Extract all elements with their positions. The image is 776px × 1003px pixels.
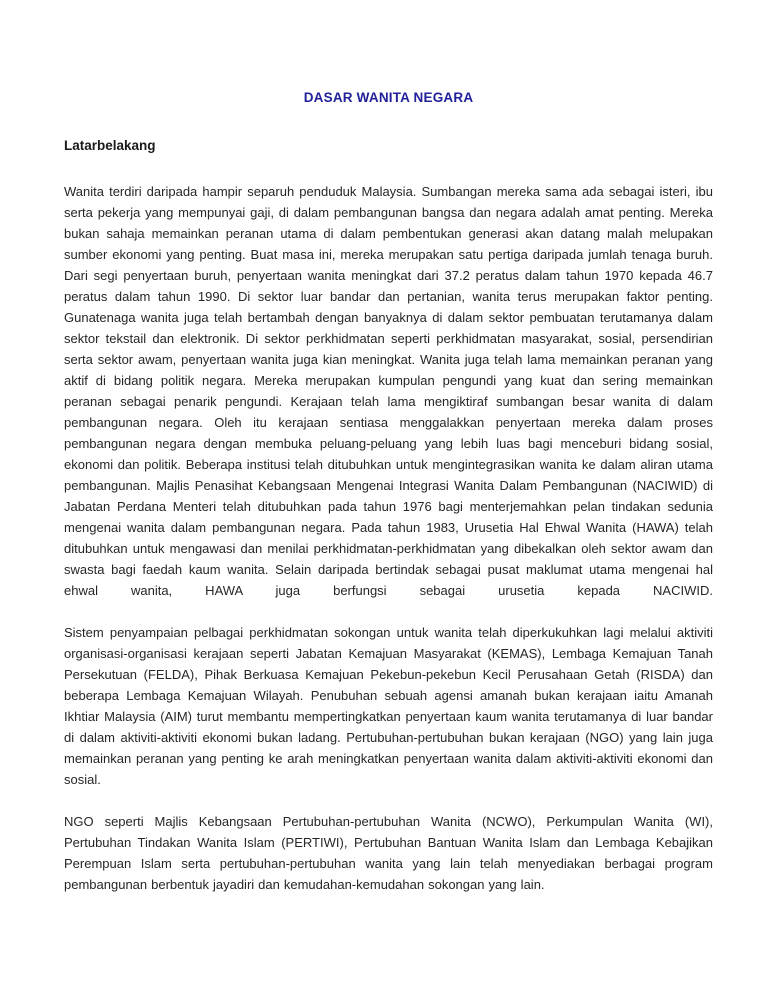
section-heading-latarbelakang: Latarbelakang	[64, 138, 156, 153]
paragraph-background-3: NGO seperti Majlis Kebangsaan Pertubuhan-pertubuhan Wanita (NCWO), Perkumpulan Wanita (WI), Pertubuhan Tindakan Wanita Islam (PERTIWI), Pertubuhan Bantuan Wanita Islam dan Lembaga Kebajikan Perempuan Islam serta pertubuhan-pertubuhan wanita yang lain telah menyediakan berbagai program pembangunan berbentuk jayadiri dan kemudahan-kemudahan sokongan yang lain.	[64, 814, 713, 892]
paragraph-background-2: Sistem penyampaian pelbagai perkhidmatan sokongan untuk wanita telah diperkukuhkan lagi melalui aktiviti organisasi-organisasi kerajaan seperti Jabatan Kemajuan Masyarakat (KEMAS), Lembaga Kemajuan Tanah Persekutuan (FELDA), Pihak Berkuasa Kemajuan Pekebun-pekebun Kecil Perusahaan Getah (RISDA) dan beberapa Lembaga Kemajuan Wilayah. Penubuhan sebuah agensi amanah bukan kerajaan iaitu Amanah Ikhtiar Malaysia (AIM) turut membantu mempertingkatkan penyertaan kaum wanita terutamanya di luar bandar di dalam aktiviti-aktiviti ekonomi bukan ladang. Pertubuhan-pertubuhan bukan kerajaan (NGO) yang lain juga memainkan peranan yang penting ke arah meningkatkan penyertaan wanita dalam aktiviti-aktiviti ekonomi dan sosial.	[64, 625, 713, 787]
paragraph-background-1: Wanita terdiri daripada hampir separuh penduduk Malaysia. Sumbangan mereka sama ada sebagai isteri, ibu serta pekerja yang mempunyai gaji, di dalam pembangunan bangsa dan negara adalah amat penting. Mereka bukan sahaja memainkan peranan utama di dalam pembentukan generasi akan datang malah melupakan sumber ekonomi yang penting. Buat masa ini, mereka merupakan satu pertiga daripada jumlah tenaga buruh. Dari segi penyertaan buruh, penyertaan wanita meningkat dari 37.2 peratus dalam tahun 1970 kepada 46.7 peratus dalam tahun 1990. Di sektor luar bandar dan pertanian, wanita terus merupakan faktor penting. Gunatenaga wanita juga telah bertambah dengan banyaknya di dalam sektor pembuatan terutamanya dalam sektor tekstail dan elektronik. Di sektor perkhidmatan seperti perkhidmatan masyarakat, sosial, persendirian serta sektor awam, penyertaan wanita juga kian meningkat. Wanita juga telah lama memainkan peranan yang aktif di bidang politik negara. Mereka merupakan kumpulan pengundi yang kuat dan sering memainkan peranan sebagai penarik pengundi. Kerajaan telah lama mengiktiraf sumbangan besar wanita di dalam pembangunan negara. Oleh itu kerajaan sentiasa menggalakkan penyertaan mereka dalam proses pembangunan negara dengan membuka peluang-peluang yang lebih luas bagi menceburi bidang sosial, ekonomi dan politik. Beberapa institusi telah ditubuhkan untuk mengintegrasikan wanita ke dalam aliran utama pembangunan. Majlis Penasihat Kebangsaan Mengenai Integrasi Wanita Dalam Pembangunan (NACIWID) di Jabatan Perdana Menteri telah ditubuhkan pada tahun 1976 bagi menterjemahkan pelan tindakan sedunia mengenai wanita dalam pembangunan negara. Pada tahun 1983, Urusetia Hal Ehwal Wanita (HAWA) telah ditubuhkan untuk mengawasi dan menilai perkhidmatan-perkhidmatan yang dibekalkan oleh sektor awam dan swasta bagi faedah kaum wanita. Selain daripada bertindak sebagai pusat maklumat utama mengenai hal ehwal wanita, HAWA juga berfungsi sebagai urusetia kepada NACIWID.	[64, 184, 713, 598]
document-title: DASAR WANITA NEGARA	[303, 90, 474, 105]
